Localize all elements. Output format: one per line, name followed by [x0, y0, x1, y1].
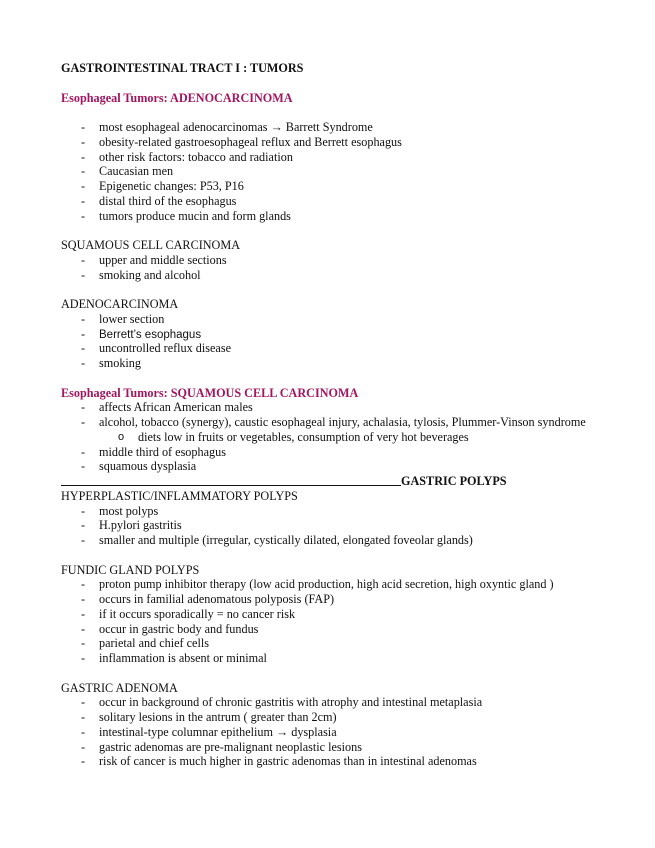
list-item: - risk of cancer is much higher in gastric adenomas than in intestinal adenomas: [81, 754, 477, 769]
document-page: [61, 61, 621, 769]
hyperplastic-heading: HYPERPLASTIC/INFLAMMATORY POLYPS: [61, 488, 298, 503]
list-item: - intestinal-type columnar epithelium → dysplasia: [81, 724, 337, 739]
list-item: - smoking and alcohol: [81, 267, 201, 282]
list-item: - smoking: [81, 356, 141, 370]
list-item: - Caucasian men: [81, 164, 174, 179]
list-item: - upper and middle sections: [81, 252, 227, 267]
gastric-polyps-heading: GASTRIC POLYPS: [61, 474, 621, 489]
list-item: - solitary lesions in the antrum ( greater than 2cm): [81, 710, 337, 724]
list-item: - smaller and multiple (irregular, cystically dilated, elongated foveolar glands): [81, 533, 473, 547]
section-title-squamous: Esophageal Tumors: SQUAMOUS CELL CARCINOMA: [61, 385, 359, 400]
list-item: - proton pump inhibitor therapy (low acid production, high acid secretion, high oxyntic gland ): [81, 577, 554, 592]
document-title: GASTROINTESTINAL TRACT I : TUMORS: [61, 61, 304, 75]
list-item: - uncontrolled reflux disease: [81, 341, 231, 356]
list-item: - most polyps: [81, 503, 159, 518]
list-item: - Berrett’s esophagus: [81, 326, 202, 341]
list-item: - most esophageal adenocarcinomas → Barrett Syndrome: [81, 120, 373, 134]
list-item: - H.pylori gastritis: [81, 518, 182, 533]
list-item: - occur in gastric body and fundus: [81, 621, 259, 636]
section-title-adenocarcinoma: Esophageal Tumors: ADENOCARCINOMA: [61, 90, 293, 105]
adenocarcinoma-list: [61, 120, 621, 223]
list-item: - if it occurs sporadically = no cancer risk: [81, 606, 296, 621]
fundic-heading: FUNDIC GLAND POLYPS: [61, 562, 200, 577]
adenoma-heading: GASTRIC ADENOMA: [61, 680, 178, 695]
sub-list-item: o diets low in fruits or vegetables, consumption of very hot beverages: [118, 429, 469, 444]
list-item: - other risk factors: tobacco and radiation: [81, 149, 293, 164]
scc-heading: SQUAMOUS CELL CARCINOMA: [61, 238, 240, 252]
list-item: - squamous dysplasia: [81, 459, 197, 474]
list-item: - Epigenetic changes: P53, P16: [81, 179, 244, 193]
list-item: - affects African American males: [81, 400, 253, 415]
list-item: - distal third of the esophagus: [81, 193, 237, 208]
heading-rule: [61, 474, 401, 486]
adeno-heading: ADENOCARCINOMA: [61, 297, 179, 311]
list-item: - gastric adenomas are pre-malignant neoplastic lesions: [81, 739, 362, 754]
list-item: - middle third of esophagus: [81, 444, 226, 459]
list-item: - obesity-related gastroesophageal reflux and Berrett esophagus: [81, 134, 402, 149]
list-item: - alcohol, tobacco (synergy), caustic esophageal injury, achalasia, tylosis, Plummer-Vinson syndrome: [81, 415, 586, 429]
list-item: - occurs in familial adenomatous polyposis (FAP): [81, 592, 335, 606]
list-item: - tumors produce mucin and form glands: [81, 208, 291, 223]
list-item: - lower section: [81, 311, 165, 326]
list-item: - inflammation is absent or minimal: [81, 651, 267, 665]
list-item: - parietal and chief cells: [81, 636, 209, 651]
list-item: - occur in background of chronic gastritis with atrophy and intestinal metaplasia: [81, 695, 483, 710]
